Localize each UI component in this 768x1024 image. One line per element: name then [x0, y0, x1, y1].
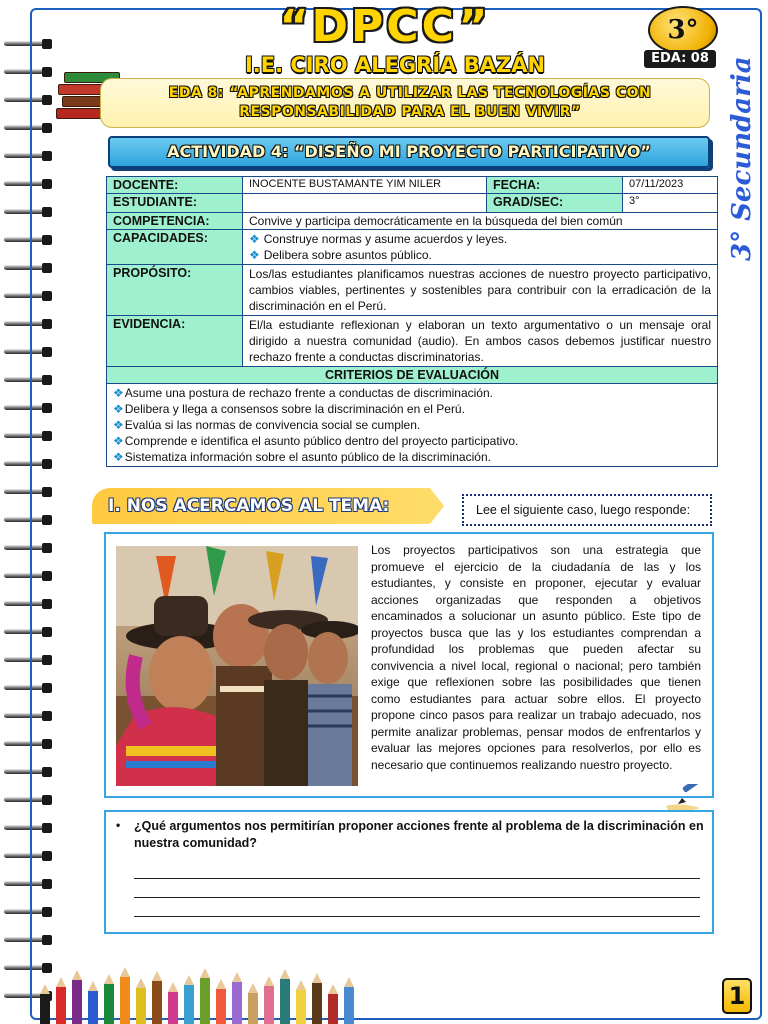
pencil-icon	[248, 983, 258, 1024]
pencil-icon	[216, 979, 226, 1024]
list-item: ❖Evalúa si las normas de convivencia social se cumplen.	[113, 418, 421, 432]
estudiante-field[interactable]	[243, 194, 487, 213]
colored-pencils-decoration	[40, 968, 374, 1024]
table-row	[107, 316, 718, 367]
pencil-icon	[280, 969, 290, 1024]
section-title: I. NOS ACERCAMOS AL TEMA:	[108, 496, 390, 516]
pencil-icon	[184, 975, 194, 1024]
pencil-icon	[232, 972, 242, 1024]
eda-tag: EDA: 08	[644, 50, 716, 68]
diamond-bullet-icon: ❖	[113, 386, 124, 400]
children-photo	[116, 546, 358, 786]
pencil-icon	[88, 981, 98, 1024]
table-row	[107, 177, 718, 194]
pencil-icon	[200, 968, 210, 1024]
pencil-icon	[72, 970, 82, 1024]
pencil-icon	[328, 984, 338, 1024]
capacidades-label: CAPACIDADES:	[107, 230, 243, 265]
gradsec-label: GRAD/SEC:	[487, 194, 623, 213]
diamond-bullet-icon: ❖	[249, 248, 260, 262]
table-row	[107, 213, 718, 230]
evidencia-label: EVIDENCIA:	[107, 316, 243, 367]
table-row	[107, 194, 718, 213]
case-text: Los proyectos participativos son una estrategia que promueve el ejercicio de la ciudadanía de las y los estudiantes, y consiste en proponer, ejecutar y evaluar acciones organizadas que responden a objetivos encaminados a solucionar un asunto público. Este tipo de proyectos busca que las y los estudiantes comprendan a profundidad los problemas que pueden afectar su convivencia a nivel local, regional o nacional; pero también exige que reflexionen sobre las posibilidades que tienen como estudiantes para actuar sobre ellos. El proyecto propone cinco pasos para realizar un trabajo adecuado, nos permite analizar problemas, pensar modos de enfrentarlos y evaluar las mejores opciones para resolverlos, por ello es necesario que continuemos realizando nuestro proyecto.	[371, 543, 701, 772]
eda-title: EDA 8: “APRENDAMOS A UTILIZAR LAS TECNOLOGÍAS CON RESPONSABILIDAD PARA EL BUEN VIVIR”	[100, 78, 710, 128]
page-number: 1	[722, 978, 752, 1014]
diamond-bullet-icon: ❖	[113, 434, 124, 448]
question-bullet: •	[116, 818, 121, 832]
table-row	[107, 384, 718, 467]
list-item: ❖ Construye normas y asume acuerdos y leyes.	[249, 232, 508, 246]
docente-label: DOCENTE:	[107, 177, 243, 194]
table-row	[107, 367, 718, 384]
instruction-box: Lee el siguiente caso, luego responde:	[462, 494, 712, 526]
pencil-icon	[296, 980, 306, 1024]
pencil-icon	[312, 973, 322, 1024]
gradsec-value: 3°	[623, 194, 718, 213]
competencia-value: Convive y participa democráticamente en la búsqueda del bien común	[243, 213, 718, 230]
table-row	[107, 230, 718, 265]
diamond-bullet-icon: ❖	[249, 232, 260, 246]
criterios-list	[107, 384, 718, 467]
diamond-bullet-icon: ❖	[113, 402, 124, 416]
children-illustration	[116, 546, 358, 786]
pencil-icon	[40, 984, 50, 1024]
answer-line-3[interactable]	[134, 916, 700, 917]
proposito-label: PROPÓSITO:	[107, 265, 243, 316]
estudiante-label: ESTUDIANTE:	[107, 194, 243, 213]
list-item: ❖Delibera y llega a consensos sobre la discriminación en el Perú.	[113, 402, 465, 416]
side-label-text: 3° Secundaria	[727, 56, 757, 261]
pencil-icon	[120, 967, 130, 1024]
capacidades-list	[243, 230, 718, 265]
criterios-header: CRITERIOS DE EVALUACIÓN	[107, 367, 718, 384]
answer-line-1[interactable]	[134, 878, 700, 879]
pencil-icon	[104, 974, 114, 1024]
list-item: ❖Asume una postura de rechazo frente a conductas de discriminación.	[113, 386, 493, 400]
competencia-label: COMPETENCIA:	[107, 213, 243, 230]
list-item: ❖Comprende e identifica el asunto público dentro del proyecto participativo.	[113, 434, 519, 448]
docente-value: INOCENTE BUSTAMANTE YIM NILER	[243, 177, 487, 194]
pencil-icon	[264, 976, 274, 1024]
pencil-icon	[152, 971, 162, 1024]
list-item: ❖Sistematiza información sobre el asunto público de la discriminación.	[113, 450, 491, 464]
list-item: ❖ Delibera sobre asuntos público.	[249, 248, 432, 262]
grade-badge: 3°	[648, 6, 718, 54]
pencil-icon	[168, 982, 178, 1024]
table-row	[107, 265, 718, 316]
answer-line-2[interactable]	[134, 897, 700, 898]
evidencia-value: El/la estudiante reflexionan y elaboran un texto argumentativo o un mensaje oral dirigido a nuestra comunidad (audio). En ambos casos debemos justificar nuestro rechazo frente a conductas discriminatorias.	[243, 316, 718, 367]
brand-title: “DPCC”	[279, 1, 491, 52]
fecha-label: FECHA:	[487, 177, 623, 194]
school-name: I.E. CIRO ALEGRÍA BAZÁN	[244, 53, 546, 77]
side-label	[714, 56, 768, 266]
info-table	[106, 176, 718, 467]
pencil-icon	[344, 977, 354, 1024]
pencil-icon	[56, 977, 66, 1024]
diamond-bullet-icon: ❖	[113, 418, 124, 432]
fecha-value: 07/11/2023	[623, 177, 718, 194]
activity-title: ACTIVIDAD 4: “DISEÑO MI PROYECTO PARTICIPATIVO”	[108, 136, 710, 168]
diamond-bullet-icon: ❖	[113, 450, 124, 464]
pencil-icon	[136, 978, 146, 1024]
question-text: ¿Qué argumentos nos permitirían proponer acciones frente al problema de la discriminación en nuestra comunidad?	[134, 819, 704, 850]
proposito-value: Los/las estudiantes planificamos nuestras acciones de nuestro proyecto participativo, cambios viables, pertinentes y sostenibles para contribuir con la erradicación de la discriminación en el Perú.	[243, 265, 718, 316]
